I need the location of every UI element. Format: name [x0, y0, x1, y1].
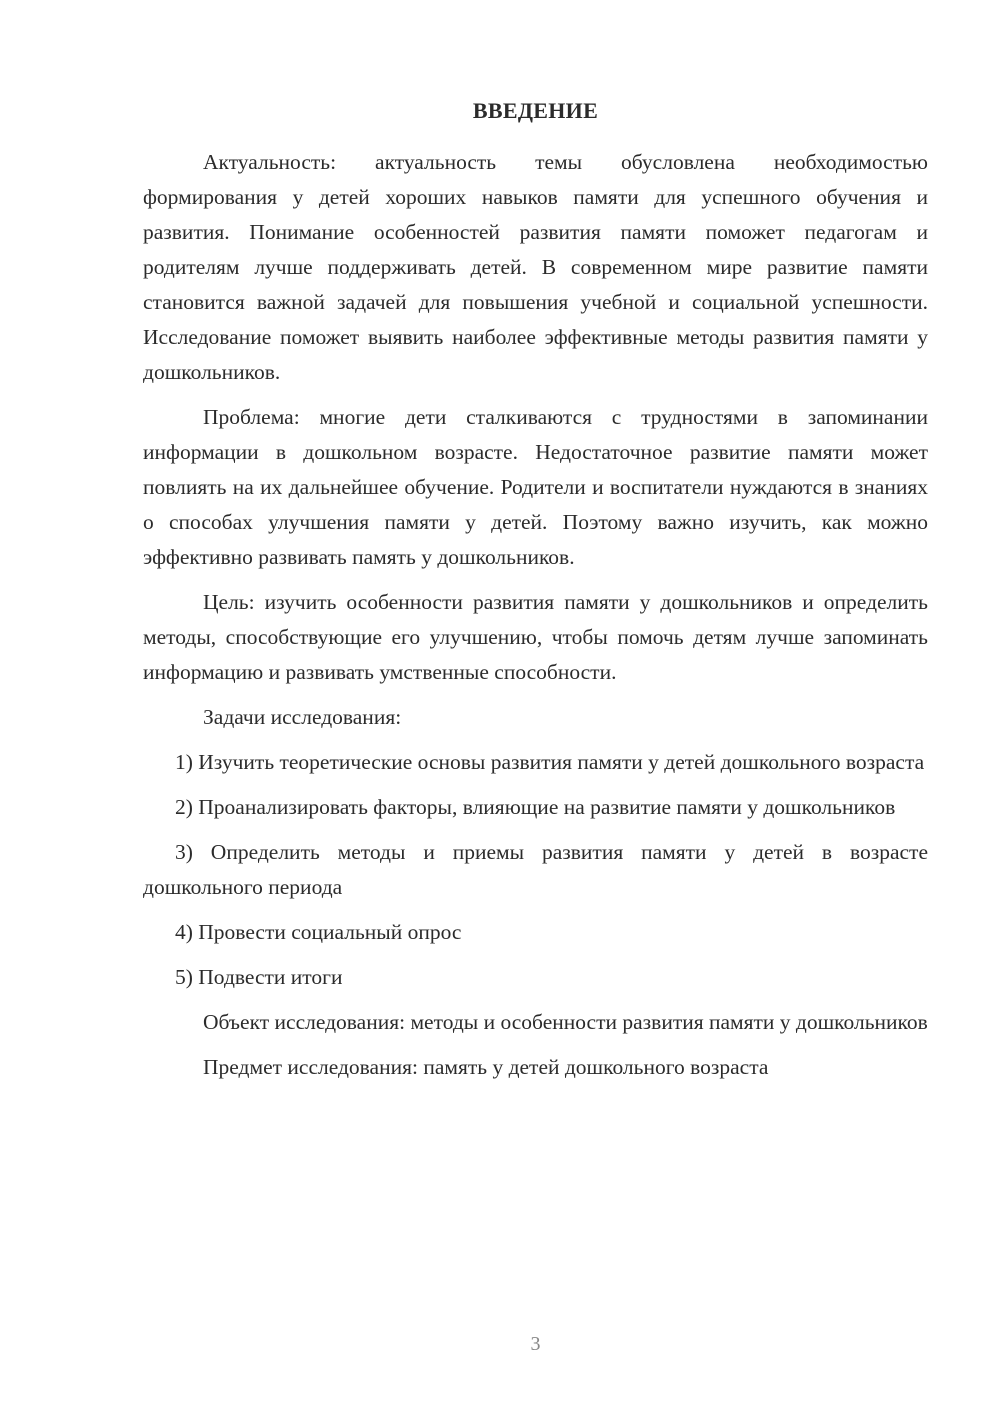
research-subject-paragraph: Предмет исследования: память у детей дошкольного возраста	[203, 1055, 769, 1079]
task-item-2: 2) Проанализировать факторы, влияющие на развитие памяти у дошкольников	[175, 795, 896, 819]
task-item-3: 3) Определить методы и приемы развития памяти у детей в возрасте дошкольного периода	[143, 840, 928, 899]
relevance-paragraph: Актуальность: актуальность темы обусловлена необходимостью формирования у детей хороших навыков памяти для успешного обучения и развития. Понимание особенностей развития памяти поможет педагогам и родителям лучше поддерживать детей. В современном мире развитие памяти становится важной задачей для повышения учебной и социальной успешности. Исследование поможет выявить наиболее эффективные методы развития памяти у дошкольников.	[143, 150, 928, 384]
section-title: ВВЕДЕНИЕ	[472, 98, 599, 123]
research-object-paragraph: Объект исследования: методы и особенности развития памяти у дошкольников	[203, 1010, 928, 1034]
task-item-5: 5) Подвести итоги	[175, 965, 343, 989]
page-number: 3	[530, 1333, 541, 1355]
problem-paragraph: Проблема: многие дети сталкиваются с трудностями в запоминании информации в дошкольном возрасте. Недостаточное развитие памяти может повлиять на их дальнейшее обучение. Родители и воспитатели нуждаются в знаниях о способах улучшения памяти у детей. Поэтому важно изучить, как можно эффективно развивать память у дошкольников.	[143, 405, 928, 569]
document-page	[143, 95, 928, 1085]
goal-paragraph: Цель: изучить особенности развития памяти у дошкольников и определить методы, способствующие его улучшению, чтобы помочь детям лучше запоминать информацию и развивать умственные способности.	[143, 590, 928, 684]
task-item-1: 1) Изучить теоретические основы развития памяти у детей дошкольного возраста	[175, 750, 925, 774]
task-item-4: 4) Провести социальный опрос	[175, 920, 462, 944]
tasks-heading: Задачи исследования:	[203, 705, 402, 729]
